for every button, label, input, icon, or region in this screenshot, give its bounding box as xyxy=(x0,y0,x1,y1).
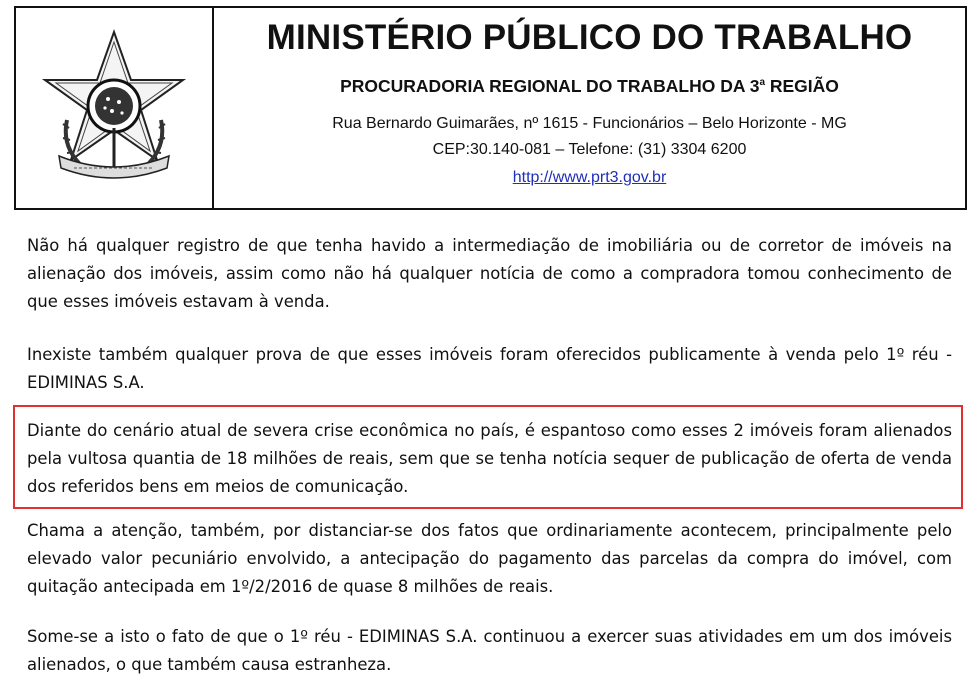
letterhead xyxy=(14,6,967,210)
paragraph-5: Some-se a isto o fato de que o 1º réu - EDIMINAS S.A. continuou a exercer suas atividades em um dos imóveis alienados, o que também causa estranheza. xyxy=(27,627,952,674)
letterhead-text xyxy=(214,8,965,208)
ordinal-suffix: a xyxy=(759,77,765,88)
paragraph-1: Não há qualquer registro de que tenha havido a intermediação de imobiliária ou de corretor de imóveis na alienação dos imóveis, assim como não há qualquer notícia de como a compradora tomou conhecimento de que esses imóveis estavam à venda. xyxy=(27,236,952,311)
agency-title: MINISTÉRIO PÚBLICO DO TRABALHO xyxy=(266,18,913,57)
paragraph-3-highlighted: Diante do cenário atual de severa crise econômica no país, é espantoso como esses 2 imóveis foram alienados pela vultosa quantia de 18 milhões de reais, sem que se tenha notícia sequer de publicação de oferta de venda dos referidos bens em meios de comunicação. xyxy=(27,421,952,496)
regional-office-main: PROCURADORIA REGIONAL DO TRABALHO DA 3 xyxy=(340,75,760,96)
paragraph-2: Inexiste também qualquer prova de que esses imóveis foram oferecidos publicamente à venda pelo 1º réu - EDIMINAS S.A. xyxy=(27,345,952,392)
regional-office xyxy=(214,72,965,97)
contact-line: CEP:30.140-081 – Telefone: (31) 3304 6200 xyxy=(432,140,747,158)
regional-office-end: REGIÃO xyxy=(765,75,839,96)
seal-cell xyxy=(16,8,214,208)
website-link[interactable]: http://www.prt3.gov.br xyxy=(512,168,667,186)
address-line: Rua Bernardo Guimarães, nº 1615 - Funcionários – Belo Horizonte - MG xyxy=(332,114,847,132)
brazil-coat-of-arms-icon xyxy=(39,28,189,188)
paragraph-4: Chama a atenção, também, por distanciar-se dos fatos que ordinariamente acontecem, principalmente pelo elevado valor pecuniário envolvido, a antecipação do pagamento das parcelas da compra do imóvel, com quitação antecipada em 1º/2/2016 de quase 8 milhões de reais. xyxy=(27,521,952,596)
